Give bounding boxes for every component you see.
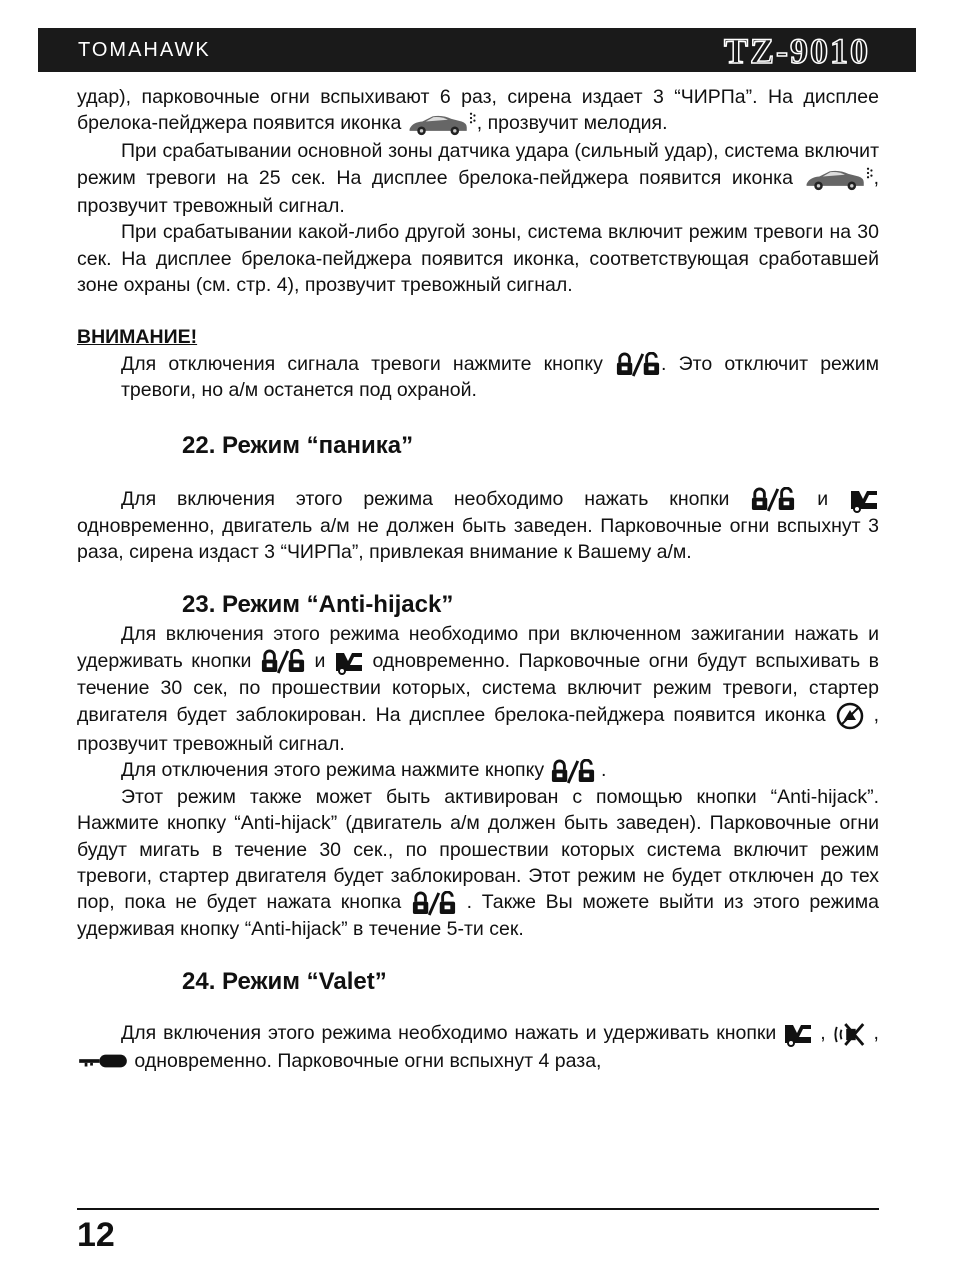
paragraph-other-zone: При срабатывании какой-либо другой зоны, система включит режим тревоги на 30 сек. На дисплее брелока-пейджера появится иконка, соответствующая сработавшей зоне охраны (см. стр. 4), прозвучит тревожный сигнал. xyxy=(77,221,879,297)
lock-unlock-icon xyxy=(411,891,457,916)
paragraph-shock-strong: При срабатывании основной зоны датчика удара (сильный удар), система включит режим тревоги на 25 сек. На дисплее брелока-пейджера появится иконка , прозвучит тревожный сигнал. xyxy=(77,140,879,217)
section-23-paragraph-3: Этот режим также может быть активирован с помощью кнопки “Anti-hijack”. Нажмите кнопку “Anti-hijack” (двигатель а/м должен быть заведен). Парковочные огни будут мигать в течение 30 сек., по прошествии которых система включит режим тревоги, стартер двигателя будет заблокирован. Этот режим не будет отключен до тех пор, пока не будет нажата кнопка . Также Вы можете выйти из этого режима удерживая кнопку “Anti-hijack” в течение 5-ти сек. xyxy=(77,785,879,940)
mute-siren-icon xyxy=(833,1021,867,1048)
page-content xyxy=(77,84,879,1074)
trunk-icon xyxy=(334,649,364,675)
section-22-title: 22. Режим “паника” xyxy=(182,431,414,459)
trunk-icon xyxy=(849,487,879,513)
car-shock-strong-icon xyxy=(804,165,874,193)
section-23-title: 23. Режим “Anti-hijack” xyxy=(182,591,454,619)
car-shock-icon xyxy=(407,110,477,138)
section-24-title: 24. Режим “Valet” xyxy=(182,968,387,996)
brand-name: TOMAHAWK xyxy=(78,39,211,61)
page-number: 12 xyxy=(77,1216,115,1254)
section-24-text: Для включения этого режима необходимо нажать и удерживать кнопки , , одновременно. Парковочные огни вспыхнут 4 раза, xyxy=(77,1020,879,1074)
warning-text: Для отключения сигнала тревоги нажмите кнопку . Это отключит режим тревоги, но а/м останется под охраной. xyxy=(121,352,880,402)
footer-divider xyxy=(77,1208,879,1210)
lock-unlock-icon xyxy=(550,759,596,784)
trunk-icon xyxy=(783,1021,813,1047)
lock-unlock-icon xyxy=(615,352,661,377)
section-23-paragraph-1: Для включения этого режима необходимо при включенном зажигании нажать и удерживать кнопки и одновременно. Парковочные огни будут вспыхивать в течение 30 сек, по прошествии которых, система включит режим тревоги, стартер двигателя будет заблокирован. На дисплее брелока-пейджера появится иконка , прозвучит тревожный сигнал. xyxy=(77,623,879,755)
model-name: TZ-9010 xyxy=(723,31,870,71)
key-icon xyxy=(77,1050,129,1072)
warning-title: ВНИМАНИЕ! xyxy=(77,326,198,349)
header-bar xyxy=(38,28,916,72)
paragraph-shock-weak: удар), парковочные огни вспыхивают 6 раз, сирена издает 3 “ЧИРПа”. На дисплее брелока-пейджера появится иконка , прозвучит мелодия. xyxy=(77,84,879,138)
hijack-icon xyxy=(835,701,865,731)
lock-unlock-icon xyxy=(750,487,796,512)
section-22-text: Для включения этого режима необходимо нажать кнопки и одновременно, двигатель а/м не должен быть заведен. Парковочные огни вспыхнут 3 раза, сирена издаст 3 “ЧИРПа”, привлекая внимание к Вашему а/м. xyxy=(77,487,879,563)
lock-unlock-icon xyxy=(260,649,306,674)
section-23-paragraph-2: Для отключения этого режима нажмите кнопку . xyxy=(77,757,879,783)
